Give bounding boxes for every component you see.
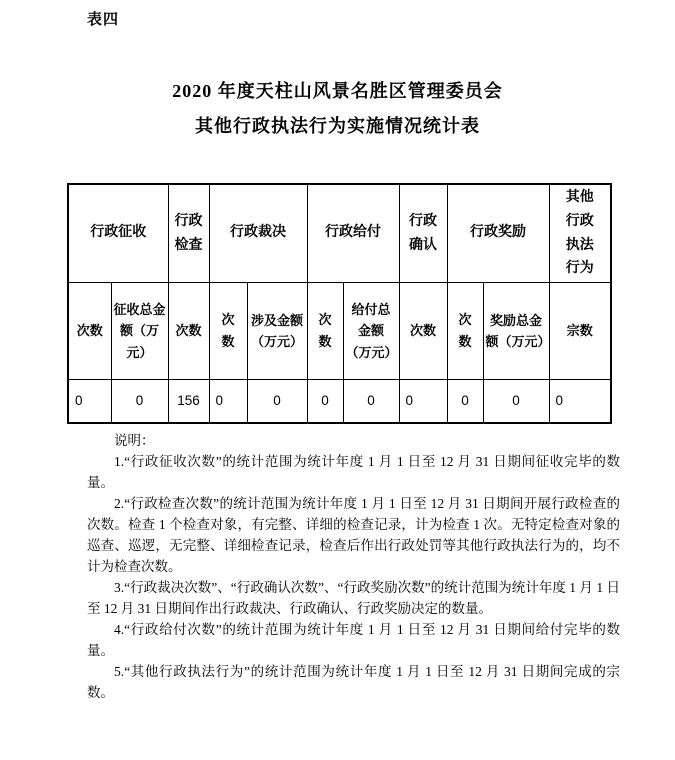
sub-payment-count-label: 次数 — [318, 312, 332, 350]
value-adjudication-count: 0 — [209, 380, 247, 423]
sub-reward-amount — [483, 283, 549, 380]
sub-payment-amount — [343, 283, 399, 380]
group-admin-levy-label: 行政征收 — [90, 225, 147, 241]
sub-confirmation-count — [399, 283, 447, 380]
sub-levy-amount — [111, 283, 168, 380]
group-admin-payment-label: 行政给付 — [325, 225, 381, 241]
note-item-1: 1.“行政征收次数”的统计范围为统计年度 1 月 1 日至 12 月 31 日期间征收完毕的数量。 — [87, 454, 620, 490]
group-admin-adjudication — [209, 184, 307, 283]
sub-inspection-count — [168, 283, 209, 380]
sub-levy-amount-label: 征收总金额（万元） — [113, 302, 166, 360]
title-line-2: 其他行政执法行为实施情况统计表 — [195, 116, 480, 136]
value-confirmation-count: 0 — [399, 380, 447, 423]
group-admin-payment — [307, 184, 399, 283]
value-levy-amount: 0 — [111, 380, 168, 423]
group-admin-confirmation-label: 行政确认 — [409, 213, 437, 253]
group-admin-confirmation — [399, 184, 447, 283]
sub-adjudication-amount — [247, 283, 307, 380]
sub-levy-count — [68, 283, 111, 380]
sub-header-row — [68, 283, 611, 380]
statistics-table — [67, 183, 612, 424]
sub-reward-amount-label: 奖励总金额（万元） — [485, 312, 551, 350]
sub-levy-count-label: 次数 — [76, 323, 103, 339]
sub-adjudication-count — [209, 283, 247, 380]
notes-heading: 说明： — [114, 433, 155, 448]
value-inspection-count: 156 — [168, 380, 209, 423]
sub-adjudication-count-label: 次数 — [221, 312, 235, 350]
sub-confirmation-count-label: 次数 — [409, 323, 436, 339]
group-admin-inspection-label: 行政检查 — [174, 213, 203, 253]
sub-payment-count — [307, 283, 343, 380]
note-item-5: 5.“其他行政执法行为”的统计范围为统计年度 1 月 1 日至 12 月 31 日期间完成的宗数。 — [87, 664, 620, 700]
title-line-1: 2020 年度天柱山风景名胜区管理委员会 — [172, 81, 503, 101]
value-reward-amount: 0 — [483, 380, 549, 423]
group-admin-levy — [68, 184, 168, 283]
value-reward-count: 0 — [447, 380, 483, 423]
sub-reward-count — [447, 283, 483, 380]
note-item-2: 2.“行政检查次数”的统计范围为统计年度 1 月 1 日至 12 月 31 日期间开展行政检查的次数。检查 1 个检查对象，有完整、详细的检查记录，计为检查 1 次。无特定检查对象的巡查、巡逻，无完整、详细检查记录，检查后作出行政处罚等其他行政执法行为的，均不计为检查次数。 — [87, 496, 620, 574]
group-header-row — [68, 184, 611, 283]
value-payment-amount: 0 — [343, 380, 399, 423]
document-title — [0, 74, 675, 144]
sub-other-case-count-label: 宗数 — [566, 323, 593, 339]
group-admin-adjudication-label: 行政裁决 — [230, 225, 286, 241]
value-levy-count: 0 — [68, 380, 111, 423]
sub-other-case-count — [549, 283, 611, 380]
group-admin-inspection — [168, 184, 209, 283]
sub-inspection-count-label: 次数 — [175, 323, 202, 339]
value-other-case-count: 0 — [549, 380, 611, 423]
sub-reward-count-label: 次数 — [458, 312, 472, 350]
data-row — [68, 380, 611, 423]
sheet-label: 表四 — [87, 12, 120, 28]
sub-adjudication-amount-label: 涉及金额（万元） — [250, 312, 303, 350]
group-admin-reward — [447, 184, 549, 283]
value-payment-count: 0 — [307, 380, 343, 423]
notes-section — [87, 430, 620, 703]
note-item-4: 4.“行政给付次数”的统计范围为统计年度 1 月 1 日至 12 月 31 日期间给付完毕的数量。 — [87, 622, 620, 658]
value-adjudication-amount: 0 — [247, 380, 307, 423]
group-other-enforcement — [549, 184, 611, 283]
group-admin-reward-label: 行政奖励 — [470, 225, 526, 241]
sub-payment-amount-label: 给付总金额（万元） — [345, 302, 398, 360]
note-item-3: 3.“行政裁决次数”、“行政确认次数”、“行政奖励次数”的统计范围为统计年度 1 月 1 日至 12 月 31 日期间作出行政裁决、行政确认、行政奖励决定的数量。 — [87, 580, 620, 616]
group-other-enforcement-label: 其他行政执法行为 — [565, 190, 594, 277]
